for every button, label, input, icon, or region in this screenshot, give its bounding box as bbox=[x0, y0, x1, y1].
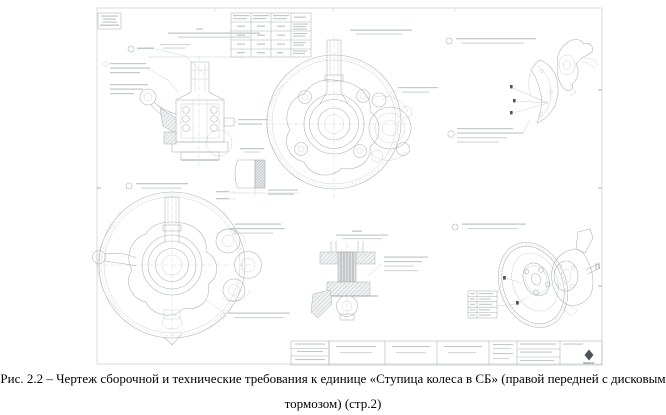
knuckle-front-view-upper bbox=[264, 30, 438, 199]
parameter-table bbox=[231, 13, 311, 57]
title-block bbox=[291, 341, 602, 365]
strut-section-view bbox=[104, 55, 268, 168]
note-shield-protection bbox=[446, 38, 536, 44]
knuckle-front-view-lower bbox=[93, 183, 291, 346]
dust-cap-detail bbox=[216, 148, 300, 199]
renault-logo bbox=[583, 350, 595, 365]
note-disc-mounting bbox=[452, 224, 526, 231]
shield-3d-view bbox=[529, 60, 558, 123]
knuckle-3d-bottom-view bbox=[552, 229, 600, 316]
knuckle-3d-top-view bbox=[557, 40, 598, 97]
hub-section-view bbox=[311, 231, 428, 323]
sheet-frame bbox=[97, 8, 602, 364]
figure-caption bbox=[0, 366, 666, 415]
note-cable-fastening bbox=[448, 120, 530, 143]
fastener-table bbox=[468, 291, 497, 318]
brake-disc-3d-view bbox=[486, 232, 580, 338]
stamp-box bbox=[98, 13, 121, 29]
renault-logo-text: RENAULT bbox=[583, 362, 595, 365]
figure-caption-line1: Рис. 2.2 – Чертеж сборочной и технические требования к единице «Ступица колеса в СБ» (правой передней с дисковым bbox=[0, 371, 666, 386]
figure-caption-line2: тормозом) (стр.2) bbox=[284, 396, 382, 411]
